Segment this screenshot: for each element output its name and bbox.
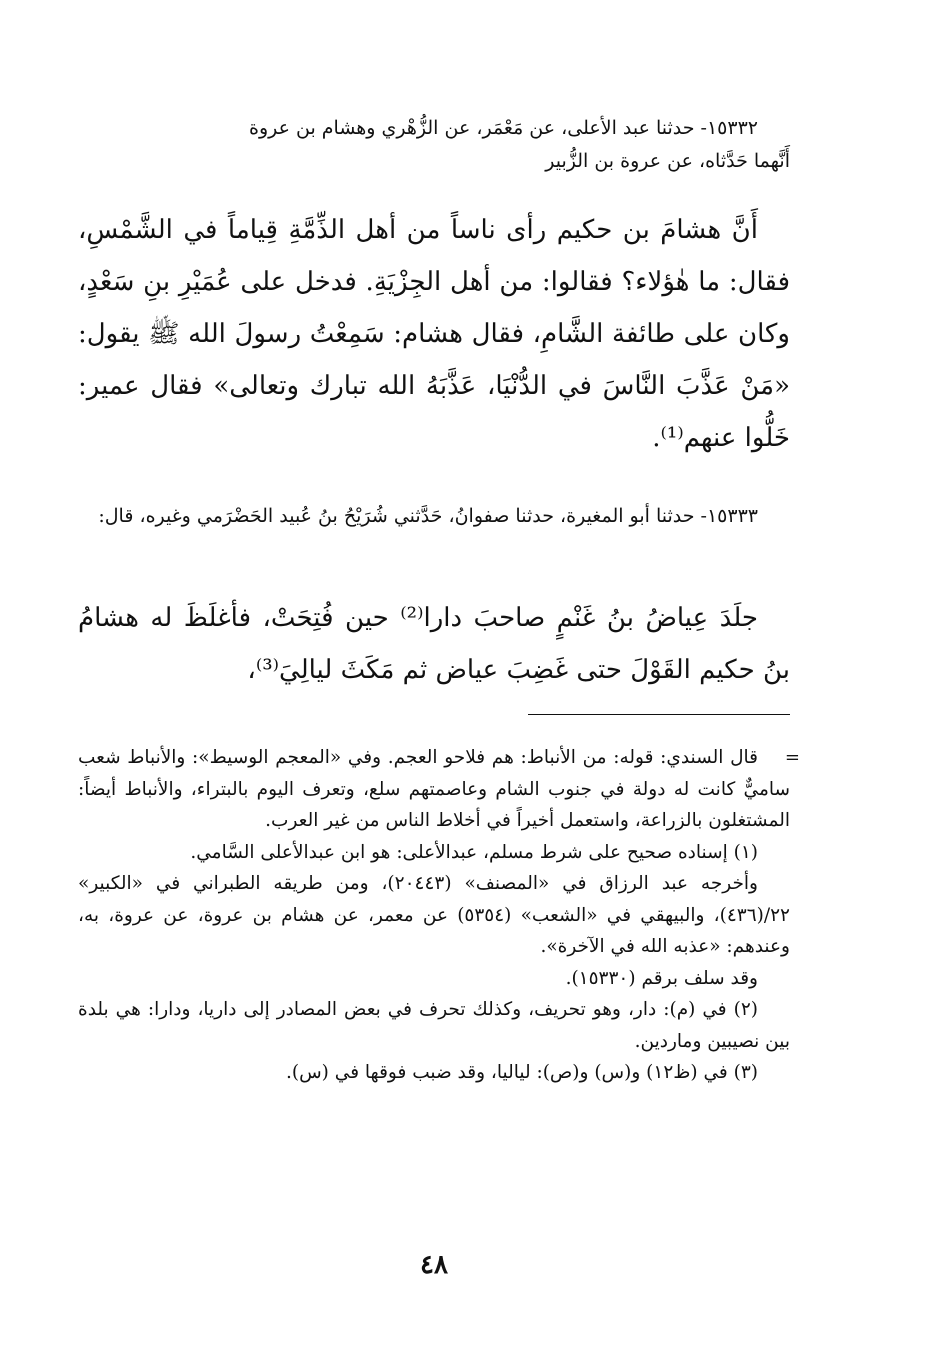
footnote-continuation: قال السندي: قوله: من الأنباط: هم فلاحو العجم. وفي «المعجم الوسيط»: والأنباط شعب ساميٌّ كانت له دولة في جنوب الشام وعاصمتهم سلع، وتعرف اليوم بالبتراء، والأنباط أيضاً: المشتغلون بالزراعة، واستعمل أخيراً في أخلاط الناس من غير العرب. [78,747,790,831]
footnote-1-line-3: وقد سلف برقم (١٥٣٣٠). [565,967,758,989]
hadith-15332-isnad [78,112,790,178]
footnote-separator [528,714,790,715]
isnad-line-1: ١٥٣٣٢- حدثنا عبد الأعلى، عن مَعْمَر، عن الزُّهْري وهشام بن عروة [249,117,758,139]
matn-text: أَنَّ هشامَ بن حكيم رأى ناساً من أهل الذِّمَّةِ قِياماً في الشَّمْسِ، فقال: ما هٰؤلاء؟ فقالوا: من أهل الجِزْيَةِ. فدخل على عُمَيْرِ بنِ سَعْدٍ، وكان على طائفة الشَّامِ، فقال هشام: سَمِعْتُ رسولَ الله ﷺ يقول: «مَنْ عَذَّبَ النَّاسَ في الدُّنْيَا، عَذَّبَهُ الله تبارك وتعالى» فقال عمير: خَلُّوا عنهم⁽¹⁾. [78,215,790,453]
footnote-2: (٢) في (م): دار، وهو تحريف، وكذلك تحرف في بعض المصادر إلى داريا، ودارا: هي بلدة بين نصيبين وماردين. [78,999,790,1052]
hadith-15333-isnad [78,500,790,533]
hadith-15332-matn [78,204,790,464]
page-body [78,112,800,1352]
footnote-1-line-1: (١) إسناده صحيح على شرط مسلم، عبدالأعلى: هو ابن عبدالأعلى السَّامي. [190,841,758,863]
footnote-3: (٣) في (ظ١٢) و(س) و(ص): لياليا، وقد ضبب فوقها في (س). [286,1062,758,1083]
isnad-line-2: أَنَّهما حَدَّثاه، عن عروة بن الزُّبير [545,150,790,172]
continuation-mark: = [784,747,800,768]
isnad-text: ١٥٣٣٣- حدثنا أبو المغيرة، حدثنا صفوانُ، حَدَّثني شُرَيْحُ بنُ عُبيد الحَضْرَمي وغيره، قال: [98,505,758,527]
page-number: ٤٨ [420,1250,448,1280]
footnote-1-line-2: وأخرجه عبد الرزاق في «المصنف» (٢٠٤٤٣)، ومن طريقه الطبراني في «الكبير» ٢٢/(٤٣٦)، والبيهقي في «الشعب» (٥٣٥٤) عن معمر، عن هشام بن عروة، عن عروة، به، وعندهم: «عذبه الله في الآخرة». [78,873,790,957]
footnotes [78,742,800,1089]
matn-text: جلَدَ عِياضُ بنُ غَنْمٍ صاحبَ دارا⁽²⁾ حين فُتِحَتْ، فأغلَظَ له هشامُ بنُ حكيم القَوْلَ حتى غَضِبَ عياض ثم مَكَثَ ليالِيَ⁽³⁾، [78,603,790,685]
hadith-15333-matn [78,592,790,696]
